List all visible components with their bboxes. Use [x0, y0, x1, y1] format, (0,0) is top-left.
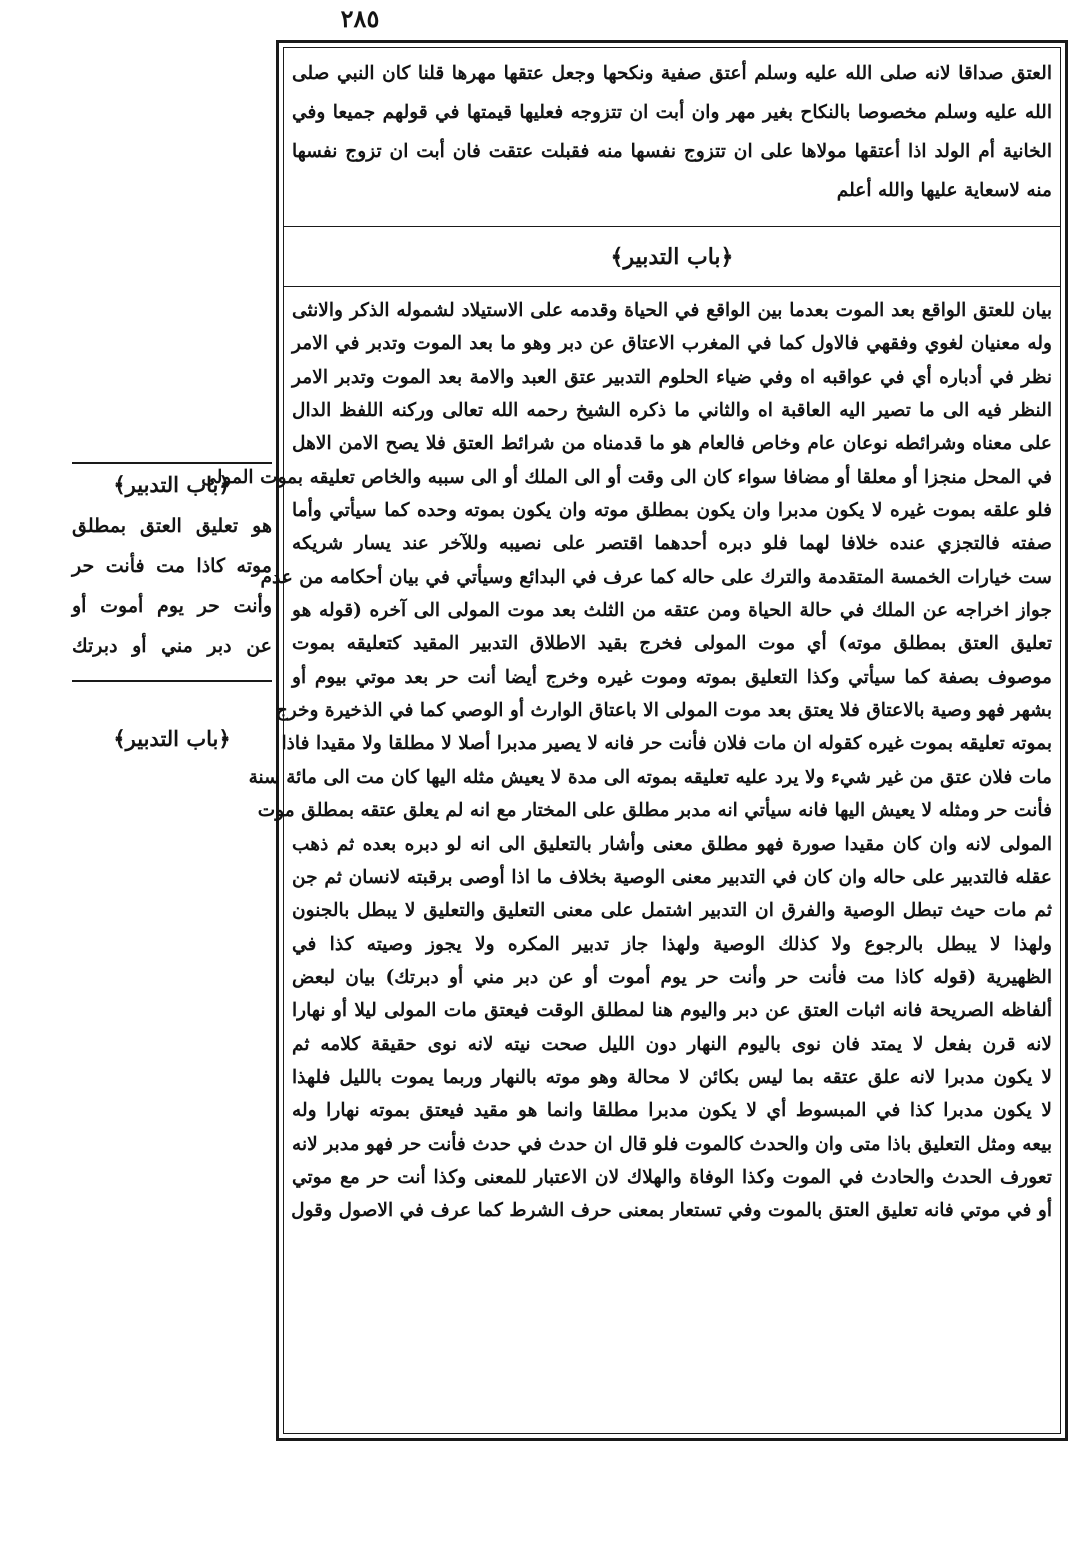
body-line	[292, 1228, 1052, 1261]
body-line	[292, 1294, 1052, 1327]
body-line	[292, 1494, 1052, 1527]
body-line: صفته فالتجزي عنده خلافا لهما فلو دبره أحدهما اقتصر على نصيبه وللآخر عند يسار شريكه	[292, 533, 1052, 555]
body-line: ولهذا لا يبطل بالرجوع ولا كذلك الوصية ولهذا جاز تدبير المكره ولا يجوز وصيته كذا في	[292, 933, 1052, 955]
body-line: بيان للعتق الواقع بعد الموت بعدما بين الواقع في الحياة وقدمه على الاستيلاد لشموله الذكر والانثى	[292, 300, 1052, 321]
body-line: جواز اخراجه عن الملك في حالة الحياة ومن عتقه من الثلث بعد موت المولى الى آخره (قوله هو	[292, 600, 1052, 622]
intro-line-last: منه لاسعاية عليها والله أعلم	[836, 180, 1052, 201]
page-number: ٢٨٥	[340, 4, 380, 33]
body-line: ست خيارات الخمسة المتقدمة والترك على حاله كما عرف في البدائع وسيأتي في بيان أحكامه من عدم	[260, 566, 1052, 588]
body-line: موصوف بصفة كما سيأتي وكذا التعليق بموته وموت غيره وخرج أيضا أنت حر بعد موتي بيوم أو	[292, 666, 1052, 688]
body-line: مات فلان عتق من غير شيء ولا يرد عليه تعليقه بموته الى مدة لا يعيش مثله اليها كان مت الى مائة سنة	[248, 766, 1052, 788]
body-line: فلو علقه بموت غيره لا يكون مدبرا وان يكون بمطلق موته وان يكون بموته وحده كما سيأتي وأما	[292, 500, 1052, 522]
body-line: تعليق العتق بمطلق موته) أي موت المولى فخرج بقيد الاطلاق التدبير المقيد كتعليقه بموت	[292, 633, 1052, 655]
body-line: فأنت حر ومثله لا يعيش اليها فانه سيأتي انه مدبر مطلق على المختار مع انه لم يعلق عتقه بمطلق موت	[257, 800, 1052, 822]
margin-gloss	[72, 506, 272, 666]
body-line: عقله فالتدبير على حاله وان كان في التدبير معنى الوصية بخلاف ما اذا أوصى برقبته لانسان ثم جن	[292, 866, 1052, 888]
body-line	[292, 1428, 1052, 1461]
margin-gloss-line: هو تعليق العتق بمطلق	[72, 515, 272, 537]
body-line: النظر فيه الى ما تصير اليه العاقبة اه والثاني ما ذكره الشيخ رحمه الله تعالى وركنه اللفظ الدال	[292, 400, 1052, 422]
margin-heading: ﴿باب التدبير﴾	[113, 472, 231, 497]
divider-rule-bottom	[284, 286, 1060, 287]
body-line: بموته تعليقه بموت غيره كقوله ان مات فلان فأنت حر فانه لا يصير مدبرا أصلا لا مطلقا ولا مقيدا فاذا	[281, 733, 1052, 755]
margin-rule-bottom	[72, 680, 272, 682]
body-line	[292, 1261, 1052, 1294]
body-line	[292, 1328, 1052, 1361]
intro-line: الخانية أم الولد اذا أعتقها مولاها على ان تتزوج نفسها منه فقبلت عتقت فان أبت ان تزوج نفسها	[292, 141, 1052, 162]
body-line: الظهيرية (قوله كاذا مت فأنت حر وأنت حر يوم أموت أو عن دبر مني أو دبرتك) بيان لبعض	[292, 966, 1052, 988]
main-text-inner-frame	[201, 47, 1061, 1434]
margin-gloss-line: موته كاذا مت فأنت حر	[72, 555, 272, 577]
body-line: بيعه ومثل التعليق باذا متى وان والحدث كالموت فلو قال ان حدث في حدث فأنت حر فهو مدبر لانه	[292, 1133, 1052, 1155]
margin-rule-top	[72, 462, 272, 464]
body-line: في المحل منجزا أو معلقا أو مضافا سواء كان الى وقت أو الى الملك أو الى سببه والخاص تعليقه بموت المولى	[201, 466, 1052, 488]
intro-line: العتق صداقا لانه صلى الله عليه وسلم أعتق صفية ونكحها وجعل عتقها مهرها قلنا كان النبي صلى	[292, 63, 1052, 84]
body-line: أو في موتي فانه تعليق العتق بالموت وفي تستعار بمعنى حرف الشرط كما عرف في الاصول وقول	[291, 1200, 1052, 1222]
body-line	[292, 1461, 1052, 1494]
body-line: المولى لانه وان كان مقيدا صورة فهو مطلق معنى وأشار بالتعليق الى انه لو دبره بعده ثم ذهب	[292, 833, 1052, 855]
body-text-block	[201, 294, 1052, 1528]
body-line	[292, 1361, 1052, 1394]
body-line: تعورف الحدث والحادث في الموت وكذا الوفاة والهلاك لان الاعتبار للمعنى وكذا أنت حر مع موتي	[292, 1166, 1052, 1188]
margin-gloss-line: وأنت حر يوم أموت أو	[72, 595, 272, 617]
body-line: على معناه وشرائطه نوعان عام وخاص فالعام هو ما قدمناه من شرائط العتق فلا يصح الامن الاهل	[292, 433, 1052, 455]
chapter-title: ﴿باب التدبير﴾	[610, 244, 734, 270]
divider-rule-top	[284, 226, 1060, 227]
body-line: لانه قرن بفعل لا يمتد فان نوى باليوم النهار دون الليل صحت نيته لانه نوى حقيقة كلامه ثم	[292, 1033, 1052, 1055]
body-line: لا يكون مدبرا كذا في المبسوط أي لا يكون مدبرا مطلقا وانما هو مقيد فيعتق بموته نهارا وله	[292, 1100, 1052, 1122]
body-line: لا يكون مدبرا لانه علق عتقه بما ليس بكائن لا محالة وهو موته بالنهار وربما يموت بالليل فلهذا	[292, 1066, 1052, 1088]
body-line: نظر في أدباره أي في عواقبه اه وفي ضياء الحلوم التدبير عتق العبد والامة بعد الموت وتدبر الامر	[292, 366, 1052, 388]
body-line: وله معنيان لغوي وفقهي فالاول كما في المغرب الاعتاق عن دبر وهو ما بعد الموت وتدبر في الامر	[292, 333, 1052, 355]
intro-text-block	[292, 54, 1052, 210]
margin-section-heading: ﴿باب التدبير﴾	[113, 726, 231, 751]
main-text-frame	[201, 40, 1068, 1441]
body-line: بشهر فهو وصية بالاعتاق فلا يعتق بعد موت المولى الا باعتاق الوارث أو الوصي كما في الذخيرة وخرج	[275, 700, 1052, 722]
body-line: ثم مات حيث تبطل الوصية والفرق ان التدبير اشتمل على معنى التعليق والتعليق لا يبطل بالجنون	[292, 900, 1052, 922]
body-line: ألفاظه الصريحة فانه اثبات العتق عن دبر واليوم هنا لمطلق الوقت فيعتق مات المولى ليلا أو نهارا	[292, 1000, 1052, 1022]
margin-gloss-line: عن دبر مني أو دبرتك	[72, 635, 272, 657]
body-line	[292, 1394, 1052, 1427]
intro-line: الله عليه وسلم مخصوصا بالنكاح بغير مهر وان أبت ان تتزوجه فعليها قيمتها في قولهم جميعا وفي	[292, 102, 1052, 123]
